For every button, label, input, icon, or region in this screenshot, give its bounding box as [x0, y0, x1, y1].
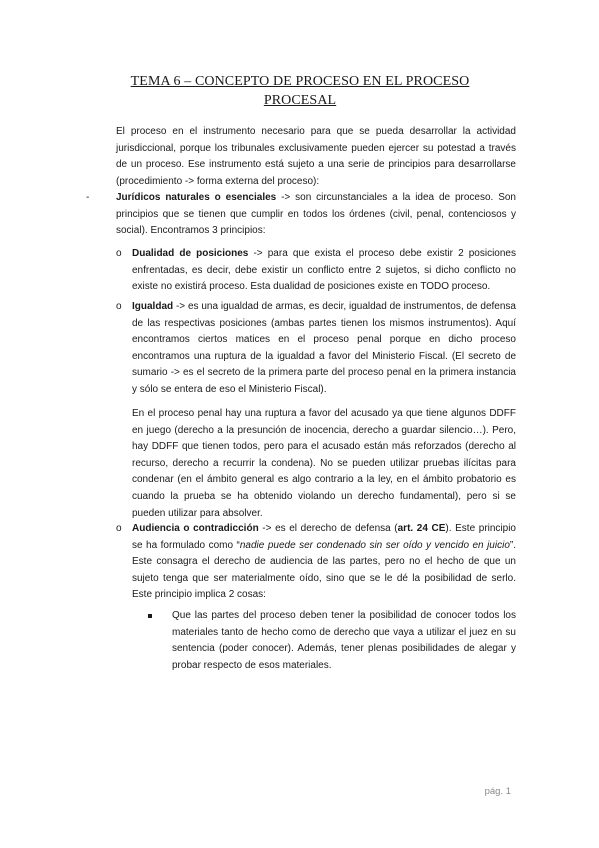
audiencia-term: Audiencia o contradicción: [132, 523, 259, 534]
title-line-2: PROCESAL: [263, 93, 337, 108]
bullet-juridicos-body: -> son circunstanciales a la idea de proceso. Son principios que se tienen que cumplir en todos los órdenes (civil, penal, contenciosos y social). Encontramos 3 principios:: [116, 192, 516, 237]
audiencia-article: art. 24 CE: [397, 523, 446, 534]
audiencia-body-a: -> es el derecho de defensa (: [258, 523, 398, 534]
item-dualidad-text: [132, 246, 516, 296]
bullet-juridicos-text: [116, 190, 516, 240]
igualdad-body: -> es una igualdad de armas, es decir, igualdad de instrumentos, de defensa de las respectivas posiciones (ambas partes tienen los mismos instrumentos). Aquí encontramos ciertos matices en el proceso penal porque en dicho proceso encontramos una ruptura de la igualdad a favor del Ministerio Fiscal. (El secreto de sumario -> es el secreto de la primera parte del proceso penal en la primera instancia y sólo se entera de eso el Ministerio Fiscal).: [132, 301, 516, 395]
document-title: [100, 72, 500, 110]
igualdad-paragraph-2: En el proceso penal hay una ruptura a favor del acusado ya que tiene algunos DDFF en juego (derecho a la presunción de inocencia, derecho a guardar silencio…). Pero, hay DDFF que tienen todos, pero para el acusado están más reforzados (derecho al recurso, derecho a recurrir la condena). No se pueden utilizar pruebas ilícitas para condenar (en el ámbito general es algo contrario a la ley, en el ámbito probatorio es cuando la prueba se ha obtenido violando un derecho fundamental), pero si se pueden utilizar para absolver.: [132, 408, 516, 519]
bullet-juridicos: [86, 190, 516, 240]
item-igualdad-text: [132, 299, 516, 399]
item-conocer-text: Que las partes del proceso deben tener la posibilidad de conocer todos los materiales tanto de hecho como de derecho que vaya a utilizar el juez en su sentencia (poder conocer). Además, tener plenas posibilidades de alegar y probar respecto de esos materiales.: [172, 610, 516, 671]
page-number: pág. 1: [484, 786, 511, 797]
item-audiencia: [116, 521, 516, 604]
igualdad-term: Igualdad: [132, 301, 174, 312]
intro-paragraph: El proceso en el instrumento necesario para que se pueda desarrollar la actividad jurisdiccional, porque los tribunales exclusivamente pueden ejercer su potestad a través de un proceso. Ese instrumento está sujeto a una serie de principios para desarrollarse (procedimiento -> forma externa del proceso):: [116, 126, 516, 187]
circle-marker: o: [116, 248, 122, 259]
bullet-juridicos-term: Jurídicos naturales o esenciales: [116, 192, 277, 203]
dualidad-term: Dualidad de posiciones: [132, 248, 249, 259]
item-igualdad: [116, 299, 516, 399]
audiencia-body-b: ). Este principio se ha formulado como “: [132, 523, 516, 551]
item-dualidad: [116, 246, 516, 296]
audiencia-body-c: ”. Este consagra el derecho de audiencia de las partes, pero no el hecho de que un sujeto tenga que ser materialmente oído, sino que se le dé la posibilidad de serlo. Este principio implica 2 cosas:: [132, 539, 516, 601]
circle-marker: o: [116, 523, 122, 534]
title-line-1: TEMA 6 – CONCEPTO DE PROCESO EN EL PROCESO: [130, 74, 470, 89]
square-bullet-icon: [148, 614, 152, 618]
circle-marker: o: [116, 301, 122, 312]
audiencia-quote: nadie puede ser condenado sin ser oído y vencido en juicio: [239, 539, 510, 551]
item-conocer: [148, 608, 516, 674]
dash-marker: -: [86, 192, 90, 203]
dualidad-body: -> para que exista el proceso debe existir 2 posiciones enfrentadas, es decir, debe existir un conflicto entre 2 sujetos, si dicho conflicto no existe no existirá proceso. Esta dualidad de posiciones existe en TODO proceso.: [132, 248, 516, 293]
item-audiencia-text: [132, 521, 516, 604]
